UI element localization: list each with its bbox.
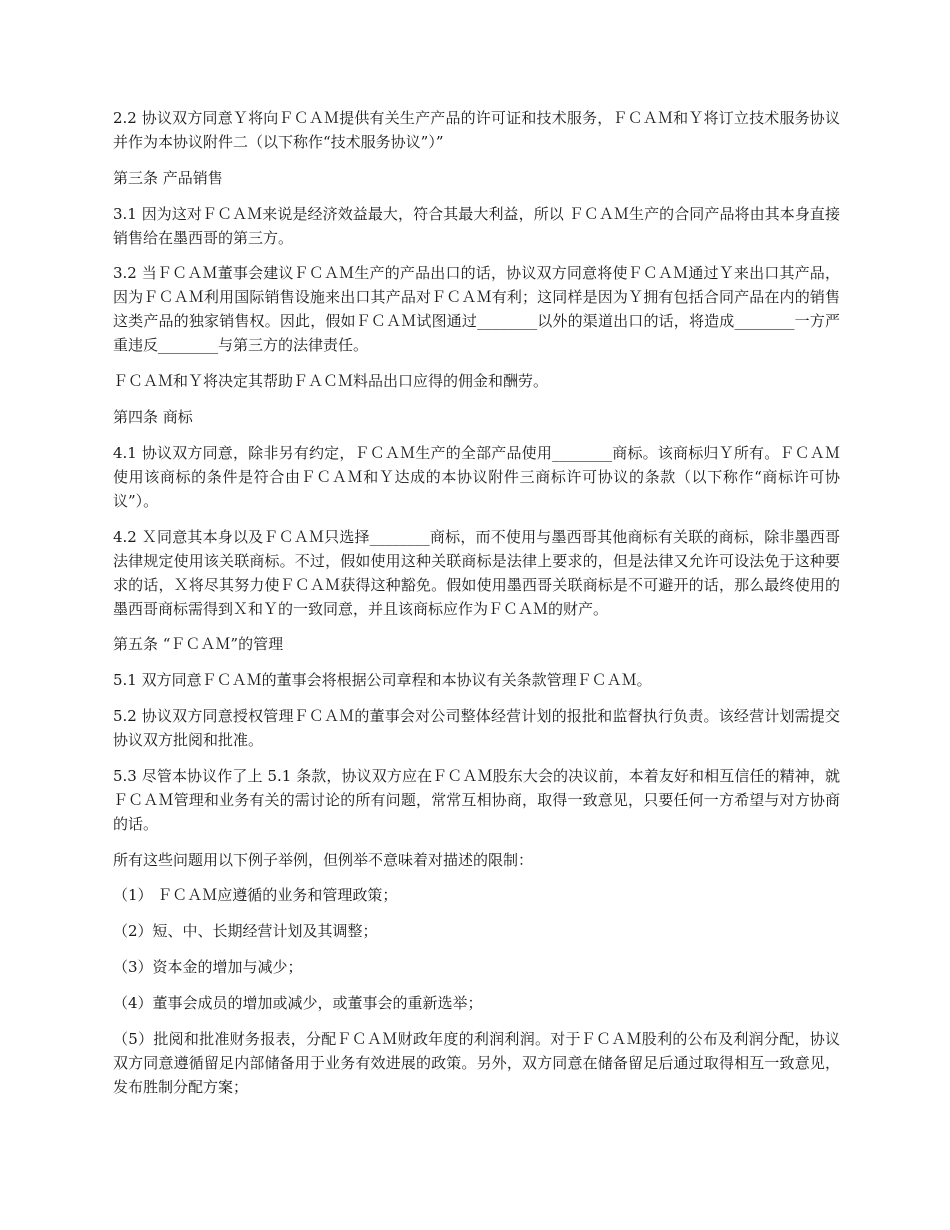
examples-intro: 所有这些问题用以下例子举例，但例举不意味着对描述的限制： (113, 850, 534, 869)
clause-3-1: 3.1 因为这对ＦＣＡＭ来说是经济效益最大，符合其最大利益，所以 ＦＣＡＭ生产的合同产品将由其本身直接销售给在墨西哥的第三方。 (113, 204, 840, 247)
clause-4-2: 4.2 Ｘ同意其本身以及ＦＣＡＭ只选择________商标，而不使用与墨西哥其他商标有关联的商标，除非墨西哥法律规定使用该关联商标。不过，假如使用这种关联商标是法律上要求的，但是法律又允许可设法免于这种要求的话，Ｘ将尽其努力使ＦＣＡＭ获得这种豁免。假如使用墨西哥关联商标是不可避开的话，那么最终使用的墨西哥商标需得到Ｘ和Ｙ的一致同意，并且该商标应作为ＦＣＡＭ的财产。 (113, 527, 840, 618)
list-item-2: （2）短、中、长期经营计划及其调整； (113, 922, 378, 941)
clause-5-1: 5.1 双方同意ＦＣＡＭ的董事会将根据公司章程和本协议有关条款管理ＦＣＡＭ。 (113, 671, 652, 690)
document-page (113, 106, 840, 1110)
clause-5-3: 5.3 尽管本协议作了上 5.1 条款，协议双方应在ＦＣＡＭ股东大会的决议前，本着友好和相互信任的精神，就ＦＣＡＭ管理和业务有关的需讨论的所有问题，常常互相协商，取得一致意见，只要任何一方希望与对方协商的话。 (113, 766, 840, 833)
list-item-5: （5）批阅和批准财务报表，分配ＦＣＡＭ财政年度的利润利润。对于ＦＣＡＭ股利的公布及利润分配，协议双方同意遵循留足内部储备用于业务有效进展的政策。另外，双方同意在储备留足后通过取得相互一致意见，发布胜制分配方案； (113, 1029, 840, 1096)
article-3-heading: 第三条 产品销售 (113, 168, 223, 187)
clause-3-2: 3.2 当ＦＣＡＭ董事会建议ＦＣＡＭ生产的产品出口的话，协议双方同意将使ＦＣＡＭ通过Ｙ来出口其产品，因为ＦＣＡＭ利用国际销售设施来出口其产品对ＦＣＡＭ有利；这同样是因为Ｙ拥有包括合同产品在内的销售这类产品的独家销售权。因此，假如ＦＣＡＭ试图通过________以外的渠道出口的话，将造成________一方严重违反________与第三方的法律责任。 (113, 264, 840, 355)
clause-2-2: 2.2 协议双方同意Ｙ将向ＦＣＡＭ提供有关生产产品的许可证和技术服务，ＦＣＡＭ和Ｙ将订立技术服务协议并作为本协议附件二（以下称作“技术服务协议”）” (113, 109, 840, 151)
clause-4-1: 4.1 协议双方同意，除非另有约定，ＦＣＡＭ生产的全部产品使用________商标。该商标归Ｙ所有。ＦＣＡＭ使用该商标的条件是符合由ＦＣＡＭ和Ｙ达成的本协议附件三商标许可协议的条款（以下称作“商标许可协议”）。 (113, 443, 840, 510)
article-4-heading: 第四条 商标 (113, 407, 193, 426)
list-item-1: （1） ＦＣＡＭ应遵循的业务和管理政策； (113, 886, 398, 905)
list-item-3: （3）资本金的增加与减少； (113, 957, 303, 976)
export-commission-paragraph: ＦＣＡＭ和Ｙ将决定其帮助ＦＡＣＭ料品出口应得的佣金和酬劳。 (113, 372, 549, 391)
article-5-heading: 第五条 “ＦＣＡＭ”的管理 (113, 635, 284, 654)
list-item-4: （4）董事会成员的增加或减少，或董事会的重新选举； (113, 993, 483, 1012)
clause-5-2: 5.2 协议双方同意授权管理ＦＣＡＭ的董事会对公司整体经营计划的报批和监督执行负责。该经营计划需提交协议双方批阅和批准。 (113, 706, 840, 749)
